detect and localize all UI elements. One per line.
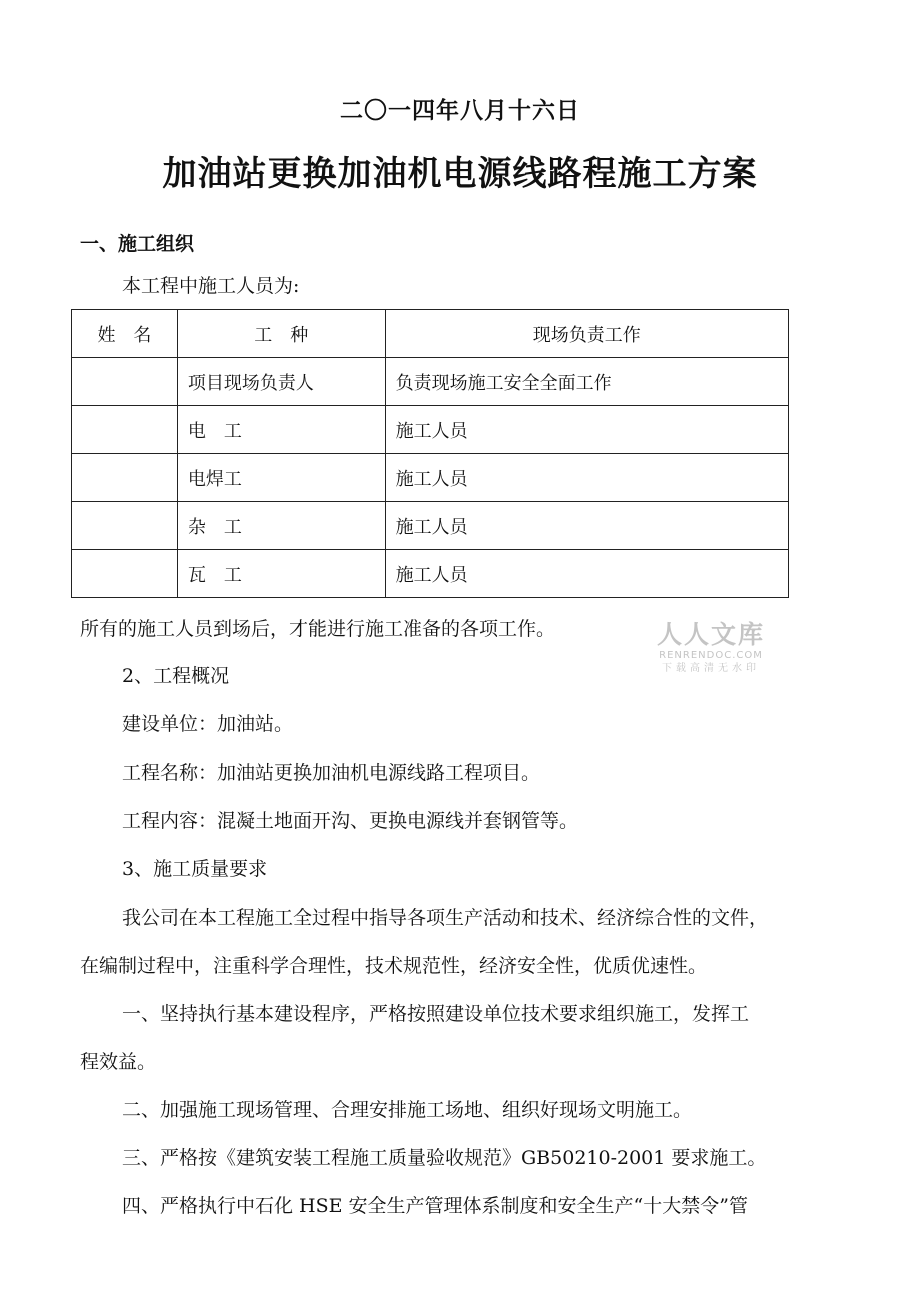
intro-text: 本工程中施工人员为: bbox=[122, 275, 300, 297]
cell-trade: 瓦 工 bbox=[177, 550, 385, 598]
project-name: 工程名称：加油站更换加油机电源线路工程项目。 bbox=[122, 762, 541, 784]
section3-heading: 3、施工质量要求 bbox=[122, 858, 268, 880]
table-row bbox=[72, 550, 789, 598]
cell-name bbox=[72, 406, 178, 454]
header-trade: 工 种 bbox=[177, 310, 385, 358]
after-table-text: 所有的施工人员到场后，才能进行施工准备的各项工作。 bbox=[80, 618, 556, 640]
cell-name bbox=[72, 358, 178, 406]
construction-unit: 建设单位：加油站。 bbox=[122, 713, 294, 735]
document-title: 加油站更换加油机电源线路程施工方案 bbox=[162, 154, 758, 194]
cell-trade: 电焊工 bbox=[177, 454, 385, 502]
quality-item4: 四、严格执行中石化 HSE 安全生产管理体系制度和安全生产“十大禁令”管 bbox=[122, 1195, 748, 1217]
cell-trade: 电 工 bbox=[177, 406, 385, 454]
cell-duty: 施工人员 bbox=[385, 502, 788, 550]
table-row bbox=[72, 502, 789, 550]
quality-paragraph-line2: 在编制过程中，注重科学合理性，技术规范性，经济安全性，优质优速性。 bbox=[80, 955, 708, 977]
watermark-subtitle: 下载高清无水印 bbox=[662, 663, 760, 674]
quality-item3: 三、严格按《建筑安装工程施工质量验收规范》GB50210-2001 要求施工。 bbox=[122, 1147, 767, 1169]
document-date: 二〇一四年八月十六日 bbox=[340, 98, 580, 124]
watermark-logo-text: 人人文库 bbox=[656, 620, 765, 649]
quality-paragraph-line1: 我公司在本工程施工全过程中指导各项生产活动和技术、经济综合性的文件， bbox=[122, 907, 769, 929]
cell-duty: 施工人员 bbox=[385, 406, 788, 454]
table-row bbox=[72, 454, 789, 502]
table-header-row bbox=[72, 310, 789, 358]
project-content: 工程内容：混凝土地面开沟、更换电源线并套钢管等。 bbox=[122, 810, 579, 832]
section2-heading: 2、工程概况 bbox=[122, 665, 230, 687]
table-row bbox=[72, 406, 789, 454]
cell-trade: 杂 工 bbox=[177, 502, 385, 550]
watermark-url: RENRENDOC.COM bbox=[659, 650, 763, 661]
cell-name bbox=[72, 502, 178, 550]
cell-trade: 项目现场负责人 bbox=[177, 358, 385, 406]
quality-item1-line1: 一、坚持执行基本建设程序，严格按照建设单位技术要求组织施工，发挥工 bbox=[122, 1003, 750, 1025]
cell-name bbox=[72, 550, 178, 598]
staff-table bbox=[71, 309, 789, 598]
header-duty: 现场负责工作 bbox=[385, 310, 788, 358]
cell-duty: 负责现场施工安全全面工作 bbox=[385, 358, 788, 406]
cell-name bbox=[72, 454, 178, 502]
cell-duty: 施工人员 bbox=[385, 454, 788, 502]
watermark bbox=[648, 620, 774, 676]
table-row bbox=[72, 358, 789, 406]
section1-heading: 一、施工组织 bbox=[80, 233, 195, 255]
cell-duty: 施工人员 bbox=[385, 550, 788, 598]
quality-item1-line2: 程效益。 bbox=[80, 1051, 157, 1073]
header-name: 姓 名 bbox=[72, 310, 178, 358]
quality-item2: 二、加强施工现场管理、合理安排施工场地、组织好现场文明施工。 bbox=[122, 1099, 693, 1121]
